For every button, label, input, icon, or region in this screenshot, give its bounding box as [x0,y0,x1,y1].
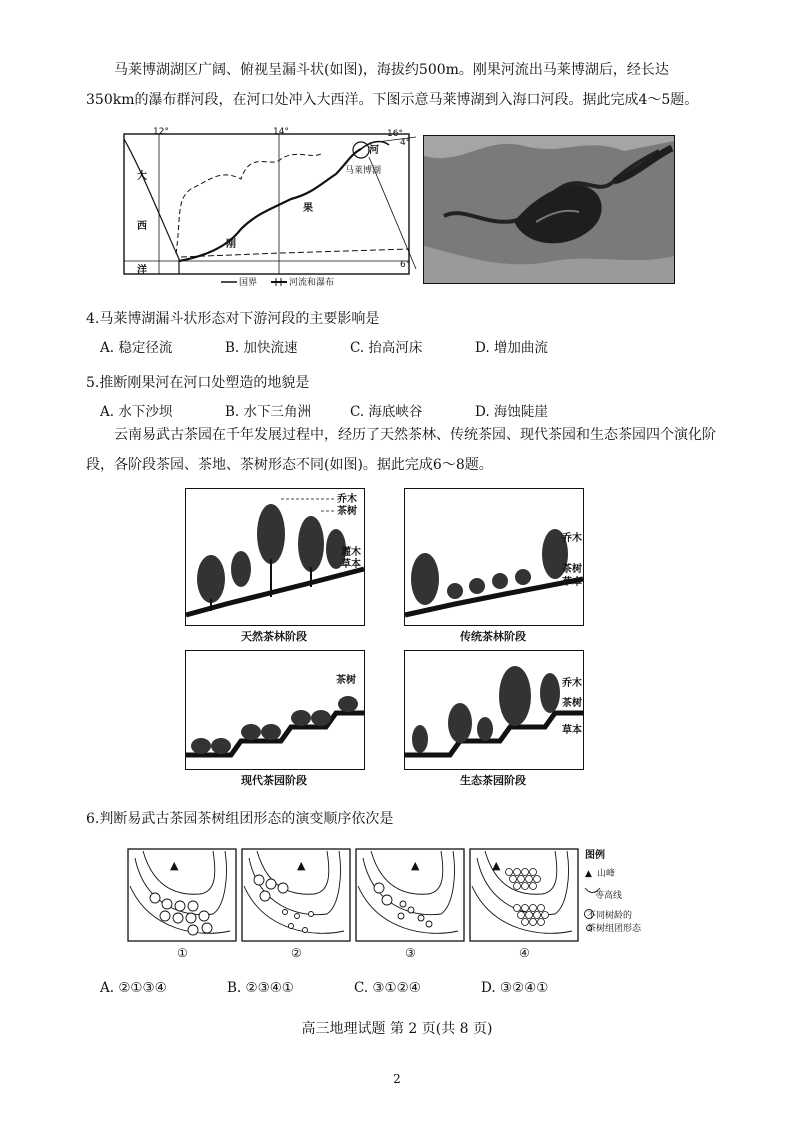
q4-option-d[interactable]: D. 增加曲流 [475,340,548,356]
river-char-2: 果 [303,203,313,214]
ocean-char-3: 洋 [137,265,147,276]
stage1-label-herb: 草本 [341,559,361,570]
q6-options [100,980,700,996]
q5-options [100,400,700,420]
q6-legend-cluster-2: 茶树组团形态 [587,924,642,934]
q6-option-b[interactable]: B. ②③④① [227,980,294,996]
stage4-label-herb: 草本 [562,725,582,736]
stage2-label-tea: 茶树 [562,564,582,575]
legend-border: 国界 [239,278,258,288]
q5-option-b[interactable]: B. 水下三角洲 [225,404,312,420]
svg-text:▲: ▲ [170,859,179,872]
stage-panel-ecological [404,650,584,770]
ocean-char-2: 西 [137,221,147,232]
q4-option-b[interactable]: B. 加快流速 [225,340,298,356]
river-char-3: 刚 [226,239,236,250]
stage1-caption: 天然茶林阶段 [241,630,307,643]
contour-panels [125,846,642,961]
stage1-label-shrub: 灌木 [341,547,361,558]
stage3-caption: 现代茶园阶段 [241,774,307,787]
stage-panel-natural [185,488,365,626]
stage2-label-tree: 乔木 [562,533,582,544]
intro-paragraph-malebo: 马莱博湖湖区广阔、俯视呈漏斗状(如图)，海拔约500m。刚果河流出马莱博湖后，经长达350km的瀑布群河段，在河口处冲入大西洋。下图示意马莱博湖到入海口河段。据此完成4～5题。 [86,62,699,108]
page-footer: 高三地理试题 第 2 页(共 8 页) [301,1021,493,1037]
q6-stem: 6.判断易武古茶园茶树组团形态的演变顺序依次是 [86,811,394,827]
q6-option-a[interactable]: A. ②①③④ [100,980,167,996]
contour-panel-4 [470,849,578,941]
stage-panel-traditional [404,488,584,626]
stage1-label-tree: 乔木 [337,494,357,505]
lat-label-4: 4° [400,138,411,148]
q6-legend-peak-icon: ▲ [585,869,592,879]
panel-num-2: ② [291,946,302,960]
page-number: 2 [393,1072,401,1086]
stage1-label-tea: 茶树 [337,506,357,517]
q6-legend-title: 图例 [585,850,605,861]
panel-num-1: ① [177,946,188,960]
lon-label-16: 16° [387,129,403,139]
stage2-label-herb: 草本 [562,577,582,588]
q6-legend-cluster-1: 不同树龄的 [587,911,633,921]
q6-legend-peak: 山峰 [597,869,616,879]
q4-options [100,336,700,356]
q5-option-a[interactable]: A. 水下沙坝 [100,404,173,420]
svg-text:▲: ▲ [297,859,306,872]
stage3-label-tea: 茶树 [336,675,356,686]
river-char-1: 河 [369,145,379,156]
panel-num-3: ③ [405,946,416,960]
legend-river: 河流和瀑布 [289,278,335,288]
ocean-char-1: 大 [137,171,147,182]
stage4-label-tea: 茶树 [562,698,582,709]
lon-label-12: 12° [153,127,169,137]
stage4-label-tree: 乔木 [562,678,582,689]
stage2-caption: 传统茶林阶段 [460,630,526,643]
lat-label-6: 6° [400,260,411,270]
q5-stem: 5.推断刚果河在河口处塑造的地貌是 [86,375,310,391]
q4-option-c[interactable]: C. 抬高河床 [350,340,423,356]
q5-option-d[interactable]: D. 海蚀陡崖 [475,404,548,420]
malebo-lake-photo [423,135,675,284]
q4-option-a[interactable]: A. 稳定径流 [100,340,173,356]
panel-num-4: ④ [519,946,530,960]
lake-label: 马莱博湖 [345,166,382,176]
congo-river-map [121,129,416,287]
stage4-caption: 生态茶园阶段 [460,774,526,787]
q4-stem: 4.马莱博湖漏斗状形态对下游河段的主要影响是 [86,311,380,327]
stage-panel-modern [185,650,365,770]
q5-option-c[interactable]: C. 海底峡谷 [350,404,423,420]
lon-label-14: 14° [273,127,289,137]
q6-legend-contour: 等高线 [595,891,623,901]
contour-panel-2 [242,849,350,941]
svg-text:▲: ▲ [492,859,501,872]
svg-text:▲: ▲ [411,859,420,872]
intro-paragraph-yiwu: 云南易武古茶园在千年发展过程中，经历了天然茶林、传统茶园、现代茶园和生态茶园四个演化阶段，各阶段茶园、茶地、茶树形态不同(如图)。据此完成6～8题。 [86,427,716,473]
contour-panel-1 [128,849,236,941]
contour-panel-3 [356,849,464,941]
q6-option-c[interactable]: C. ③①②④ [354,980,421,996]
q6-option-d[interactable]: D. ③②④① [481,980,549,996]
